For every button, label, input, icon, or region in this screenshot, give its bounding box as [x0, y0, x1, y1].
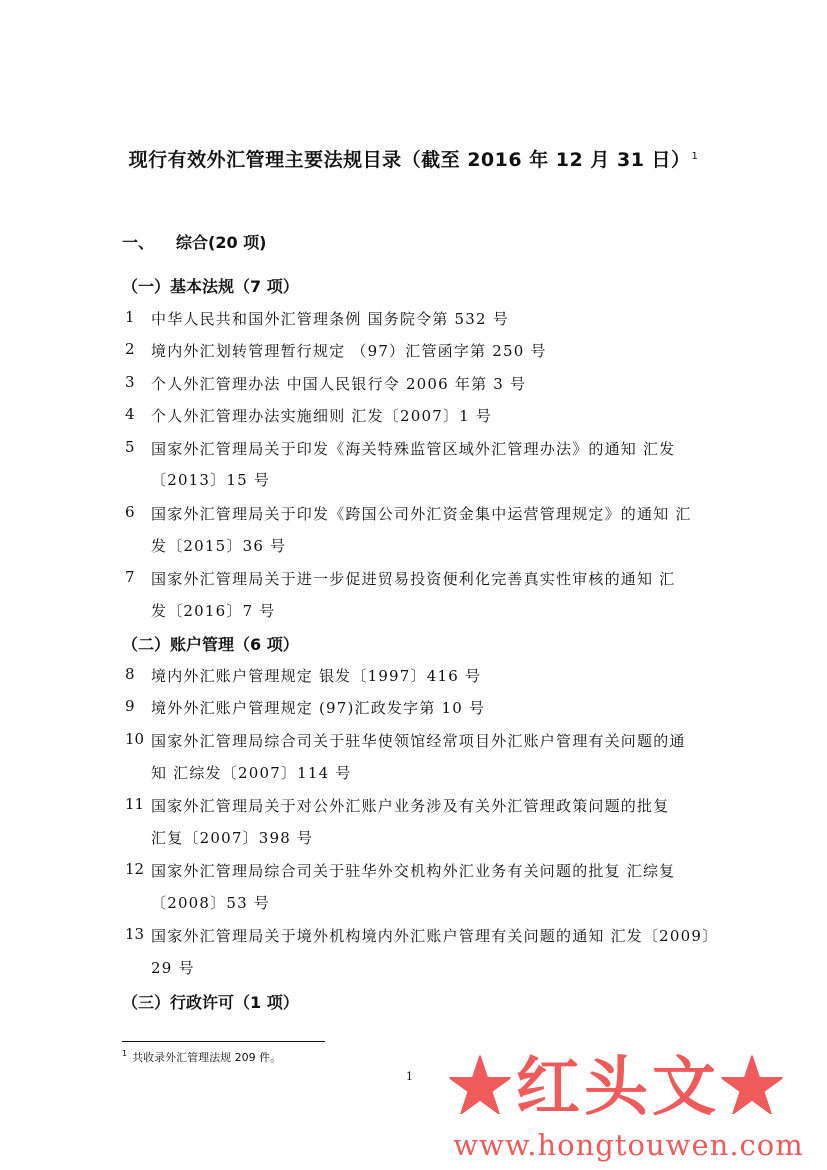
page-number: 1: [406, 1070, 413, 1083]
footnote-mark: 1: [122, 1049, 128, 1059]
entry-number: 1: [125, 308, 135, 326]
entry-text: 国家外汇管理局综合司关于驻华使领馆经常项目外汇账户管理有关问题的通: [151, 732, 686, 750]
part-label: 综合(20 项): [176, 233, 267, 252]
entry-text: 国家外汇管理局关于进一步促进贸易投资便利化完善真实性审核的通知 汇: [151, 570, 676, 588]
entry-number: 9: [125, 697, 135, 715]
entry-text-continued: 发〔2016〕7 号: [151, 602, 276, 620]
footnote-text: 共收录外汇管理法规 209 件。: [132, 1051, 282, 1064]
entry-number: 10: [125, 730, 145, 748]
entry-number: 5: [125, 438, 135, 456]
entry-text: 国家外汇管理局关于印发《跨国公司外汇资金集中运营管理规定》的通知 汇: [151, 505, 692, 523]
entry-number: 2: [125, 340, 135, 358]
watermark-logo: ★红头文★: [448, 1050, 788, 1125]
footnote: [122, 1049, 281, 1065]
entry-text: 个人外汇管理办法 中国人民银行令 2006 年第 3 号: [151, 375, 527, 393]
entry-number: 8: [125, 665, 135, 683]
title-footnote-mark: 1: [691, 150, 699, 162]
watermark: [430, 1048, 827, 1170]
entry-number: 4: [125, 405, 135, 423]
entry-text-continued: 29 号: [151, 959, 195, 977]
section-heading-basic: （一）基本法规（7 项）: [122, 277, 299, 296]
title-text: 现行有效外汇管理主要法规目录（截至 2016 年 12 月 31 日）: [128, 149, 691, 171]
entry-text: 国家外汇管理局关于印发《海关特殊监管区域外汇管理办法》的通知 汇发: [151, 440, 676, 458]
entry-text: 境内外汇账户管理规定 银发〔1997〕416 号: [151, 667, 482, 685]
entry-text-continued: 〔2013〕15 号: [151, 471, 271, 489]
entry-number: 6: [125, 503, 135, 521]
entry-text: 国家外汇管理局综合司关于驻华外交机构外汇业务有关问题的批复 汇综复: [151, 862, 676, 880]
section-heading-accounts: （二）账户管理（6 项）: [122, 635, 299, 654]
entry-number: 13: [125, 925, 145, 943]
entry-text: 个人外汇管理办法实施细则 汇发〔2007〕1 号: [151, 407, 493, 425]
entry-number: 12: [125, 860, 145, 878]
entry-number: 11: [125, 795, 145, 813]
entry-text: 境内外汇划转管理暂行规定 （97）汇管函字第 250 号: [151, 342, 547, 360]
entry-text: 国家外汇管理局关于境外机构境内外汇账户管理有关问题的通知 汇发〔2009〕: [151, 927, 719, 945]
entry-text-continued: 汇复〔2007〕398 号: [151, 829, 314, 847]
section-heading-licensing: （三）行政许可（1 项）: [122, 993, 299, 1012]
entry-text-continued: 发〔2015〕36 号: [151, 537, 287, 555]
footnote-rule: [122, 1041, 325, 1042]
entry-number: 7: [125, 568, 135, 586]
part-number: 一、: [122, 233, 155, 252]
entry-text: 国家外汇管理局关于对公外汇账户业务涉及有关外汇管理政策问题的批复: [151, 797, 670, 815]
entry-text-continued: 〔2008〕53 号: [151, 894, 271, 912]
entry-text-continued: 知 汇综发〔2007〕114 号: [151, 764, 352, 782]
page-title: [0, 145, 827, 172]
part-heading: [122, 230, 266, 253]
entry-number: 3: [125, 373, 135, 391]
entry-text: 中华人民共和国外汇管理条例 国务院令第 532 号: [151, 310, 509, 328]
watermark-url[interactable]: www.hongtouwen.com: [453, 1128, 804, 1162]
entry-text: 境外外汇账户管理规定 (97)汇政发字第 10 号: [151, 699, 486, 717]
